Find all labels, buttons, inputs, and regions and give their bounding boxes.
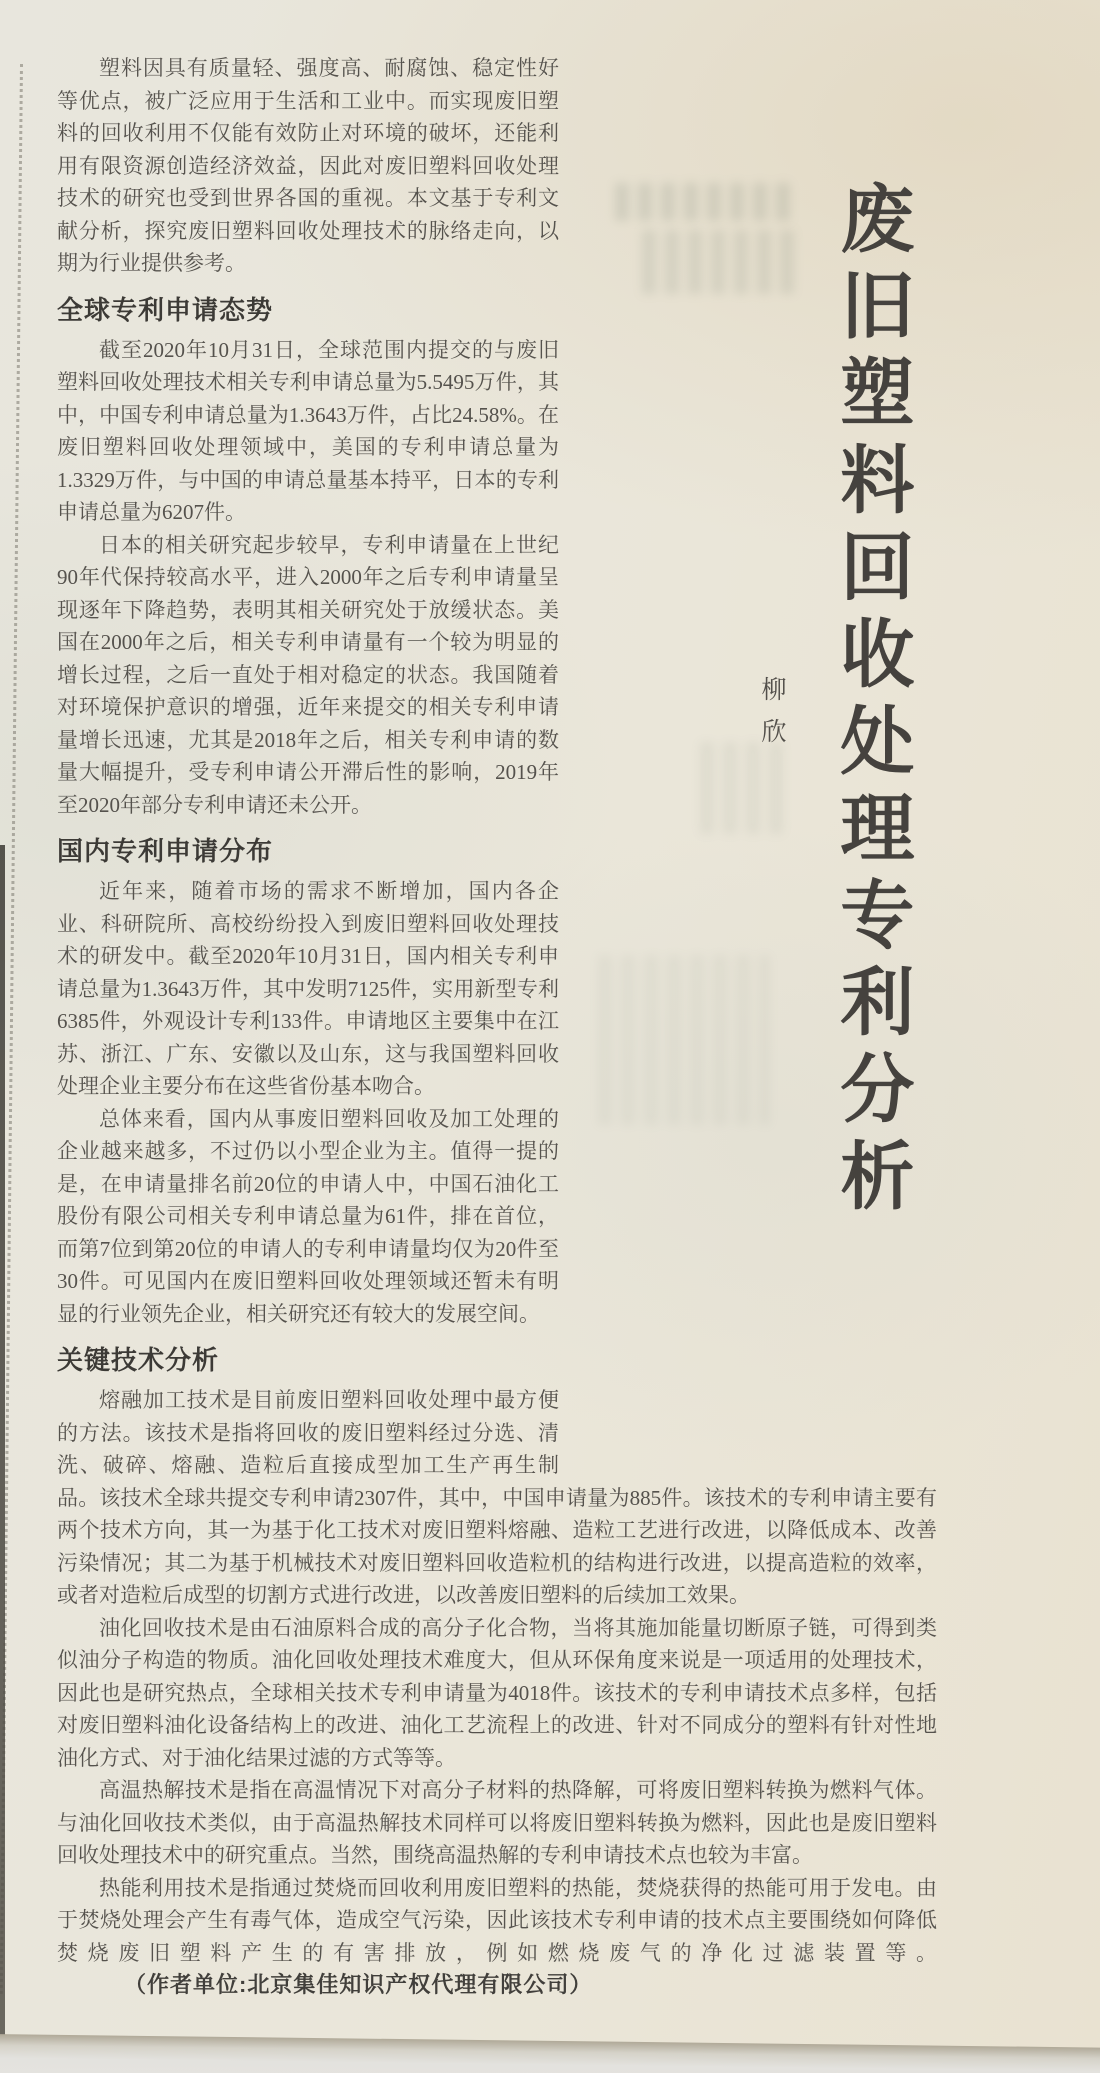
scan-left-edge (0, 845, 5, 2040)
section-heading-key-technology: 关键技术分析 (57, 1345, 220, 1375)
body-paragraph: 日本的相关研究起步较早，专利申请量在上世纪90年代保持较高水平，进入2000年之后专利申请量呈现逐年下降趋势，表明其相关研究处于放缓状态。美国在2000年之后，相关专利申请量有一个较为明显的增长过程，之后一直处于相对稳定的状态。我国随着对环境保护意识的增强，近年来提交的相关专利申请量增长迅速，尤其是2018年之后，相关专利申请的数量大幅提升，受专利申请公开滞后性的影响，2019年至2020年部分专利申请还未公开。 (57, 532, 559, 817)
body-paragraph: 近年来，随着市场的需求不断增加，国内各企业、科研院所、高校纷纷投入到废旧塑料回收处理技术的研发中。截至2020年10月31日，国内相关专利申请总量为1.3643万件，其中发明7125件，实用新型专利6385件，外观设计专利133件。申请地区主要集中在江苏、浙江、广东、安徽以及山东，这与我国塑料回收处理企业主要分布在这些省份基本吻合。 (57, 879, 559, 1098)
body-paragraph: 截至2020年10月31日，全球范围内提交的与废旧塑料回收处理技术相关专利申请总量为5.5495万件，其中，中国专利申请总量为1.3643万件，占比24.58%。在废旧塑料回收处理领域中，美国的专利申请总量为1.3329万件，与中国的申请总量基本持平，日本的专利申请总量为6207件。 (57, 337, 559, 524)
title-column-whitespace (559, 52, 937, 1462)
body-paragraph: 油化回收技术是由石油原料合成的高分子化合物，当将其施加能量切断原子链，可得到类似油分子构造的物质。油化回收处理技术难度大，但从环保角度来说是一项适用的处理技术，因此也是研究热点，全球相关技术专利申请量为4018件。该技术的专利申请技术点多样，包括对废旧塑料油化设备结构上的改进、油化工艺流程上的改进、针对不同成分的塑料有针对性地油化方式、对于油化结果过滤的方式等等。 (57, 1615, 937, 1770)
section-heading-global-trend: 全球专利申请态势 (57, 294, 274, 325)
author-affiliation: （作者单位:北京集佳知识产权代理有限公司） (135, 1972, 593, 1997)
paper-bottom-edge (0, 2034, 1100, 2073)
body-paragraph: 总体来看，国内从事废旧塑料回收及加工处理的企业越来越多，不过仍以小型企业为主。值得一提的是，在申请量排名前20位的申请人中，中国石油化工股份有限公司相关专利申请总量为61件，排在首位，而第7位到第20位的申请人的专利申请量均仅为20件至30件。可见国内在废旧塑料回收处理领域还暂未有明显的行业领先企业，相关研究还有较大的发展空间。 (57, 1106, 559, 1326)
body-paragraph: 熔融加工技术是目前废旧塑料回收处理中最方便的方法。该技术是指将回收的废旧塑料经过分选、清洗、破碎、熔融、造粒后直接成型加工生产再生制品。该技术全球共提交专利申请2307件，其中，中国申请量为885件。该技术的专利申请主要有两个技术方向，其一为基于化工技术对废旧塑料熔融、造粒工艺进行改进，以降低成本、改善污染情况；其二为基于机械技术对废旧塑料回收造粒机的结构进行改进，以提高造粒的效率，或者对造粒后成型的切割方式进行改进，以改善废旧塑料的后续加工效果。 (57, 1388, 937, 1607)
article-title-vertical: 废旧塑料回收处理专利分析 (829, 180, 912, 1224)
author-name: 柳欣 (758, 676, 785, 760)
last-paragraph (57, 1872, 937, 2002)
body-paragraph: 高温热解技术是指在高温情况下对高分子材料的热降解，可将废旧塑料转换为燃料气体。与油化回收技术类似，由于高温热解技术同样可以将废旧塑料转换为燃料，因此也是废旧塑料回收处理技术中的研究重点。当然，围绕高温热解的专利申请技术点也较为丰富。 (57, 1778, 937, 1867)
article-body (57, 52, 937, 2002)
body-paragraph-text: 热能利用技术是指通过焚烧而回收利用废旧塑料的热能，焚烧获得的热能可用于发电。由于焚烧处理会产生有毒气体，造成空气污染，因此该技术专利申请的技术点主要围绕如何降低焚烧废旧塑料产生的有害排放，例如燃烧废气的净化过滤装置等。 (57, 1875, 937, 1965)
section-heading-domestic-distribution: 国内专利申请分布 (57, 836, 274, 866)
intro-paragraph: 塑料因具有质量轻、强度高、耐腐蚀、稳定性好等优点，被广泛应用于生活和工业中。而实现废旧塑料的回收利用不仅能有效防止对环境的破坏，还能利用有限资源创造经济效益，因此对废旧塑料回收处理技术的研究也受到世界各国的重视。本文基于专利文献分析，探究废旧塑料回收处理技术的脉络走向，以期为行业提供参考。 (57, 56, 559, 275)
